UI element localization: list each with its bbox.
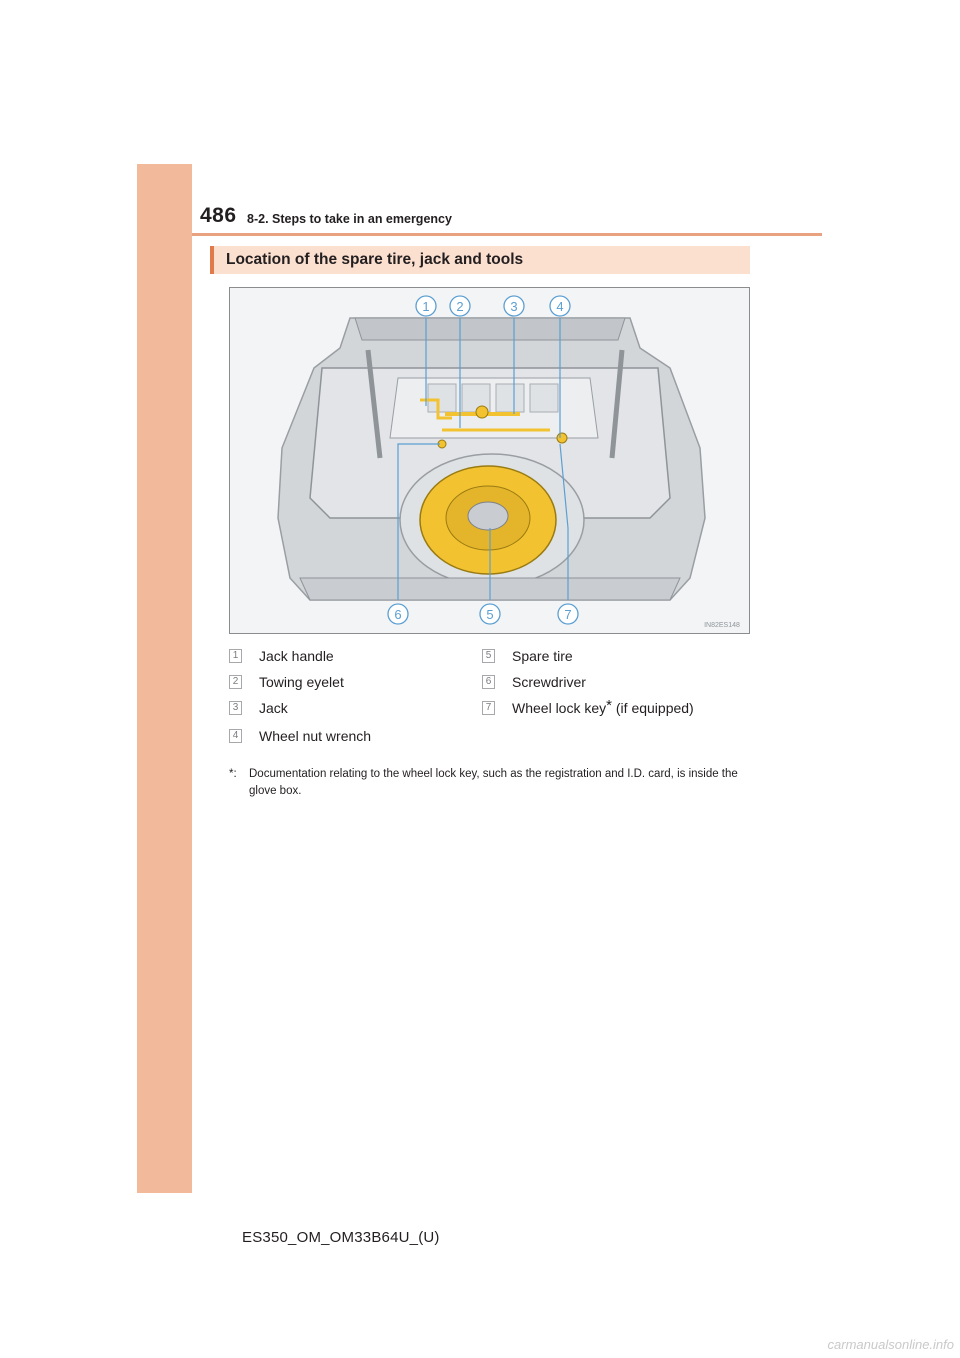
watermark: carmanualsonline.info [827,1337,954,1352]
legend-number: 5 [482,649,495,663]
section-title: 8-2. Steps to take in an emergency [247,212,452,226]
legend-label-suffix: (if equipped) [612,700,694,716]
page-number: 486 [200,204,237,227]
legend-label: Jack [259,700,288,716]
callout-4-label: 4 [556,299,564,314]
callout-5-label: 5 [486,607,494,622]
callout-7-label: 7 [564,607,572,622]
legend [229,648,754,748]
legend-label [512,697,694,717]
legend-number: 7 [482,701,495,715]
trunk-illustration-svg [230,288,749,633]
header-rule [192,233,822,236]
legend-number: 3 [229,701,242,715]
document-code: ES350_OM_OM33B64U_(U) [242,1229,440,1246]
footnote-star: * [606,697,612,714]
footnote [229,766,754,800]
footnote-mark: *: [229,768,237,780]
section-heading [210,246,750,274]
legend-label: Towing eyelet [259,674,344,690]
figure-code: IN82ES148 [704,622,740,629]
legend-label-text: Wheel lock key [512,700,607,716]
legend-number: 6 [482,675,495,689]
section-heading-text: Location of the spare tire, jack and tools [226,251,524,268]
callout-1-label: 1 [422,299,430,314]
legend-label: Wheel nut wrench [259,728,372,744]
callout-6-label: 6 [394,607,402,622]
callout-3-label: 3 [510,299,518,314]
legend-label: Jack handle [259,648,334,664]
callout-2-label: 2 [456,299,464,314]
legend-number: 2 [229,675,242,689]
legend-label: Screwdriver [512,674,586,690]
legend-number: 1 [229,649,242,663]
legend-number: 4 [229,729,242,743]
footnote-text: Documentation relating to the wheel lock key, such as the registration and I.D. card, is inside the glove box. [249,768,738,797]
legend-label: Spare tire [512,648,573,664]
chapter-sidebar [137,164,192,1193]
trunk-illustration [229,287,750,634]
